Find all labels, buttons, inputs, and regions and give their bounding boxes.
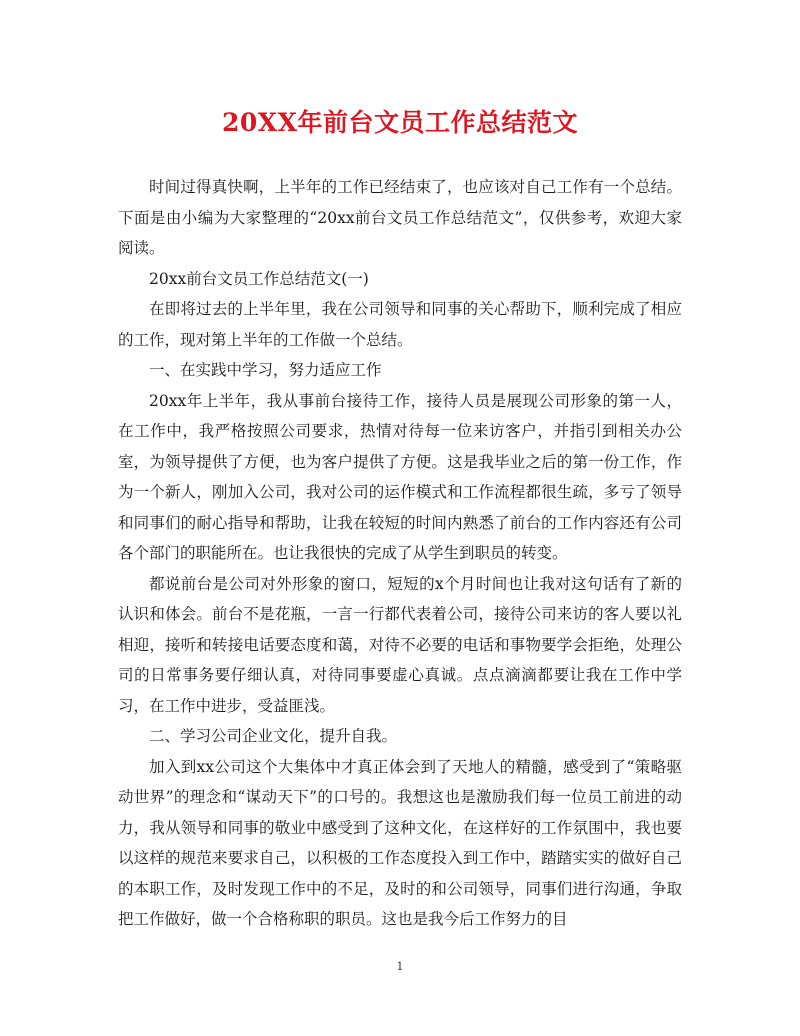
heading-part-one: 一、在实践中学习，努力适应工作 bbox=[149, 361, 382, 379]
paragraph-front-desk-image: 都说前台是公司对外形象的窗口，短短的x个月时间也让我对这句话有了新的认识和体会。前台不是花瓶，一言一行都代表着公司，接待公司来访的客人要以礼相迎，接听和转接电话要态度和蔼，对待不必要的电话和事物要学会拒绝，处理公司的日常事务要仔细认真，对待同事要虚心真诚。点点滴滴都要让我在工作中学习，在工作中进步，受益匪浅。 bbox=[118, 574, 682, 715]
heading-part-two: 二、学习公司企业文化，提升自我。 bbox=[149, 727, 398, 745]
paragraph-company-culture: 加入到xx公司这个大集体中才真正体会到了天地人的精髓，感受到了“策略驱动世界”的理念和“谋动天下”的口号的。我想这也是激励我们每一位员工前进的动力，我从领导和同事的敬业中感受到了这种文化，在这样好的工作氛围中，我也要以这样的规范来要求自己，以积极的工作态度投入到工作中，踏踏实实的做好自己的本职工作，及时发现工作中的不足，及时的和公司领导，同事们进行沟通，争取把工作做好，做一个合格称职的职员。这也是我今后工作努力的目 bbox=[118, 757, 682, 928]
paragraph-intro: 时间过得真快啊，上半年的工作已经结束了，也应该对自己工作有一个总结。下面是由小编为大家整理的“20xx前台文员工作总结范文”，仅供参考，欢迎大家阅读。 bbox=[118, 178, 682, 257]
document-title: 20XX年前台文员工作总结范文 bbox=[221, 108, 579, 137]
document-body bbox=[118, 172, 682, 935]
page-number: 1 bbox=[396, 960, 404, 973]
paragraph-reception-work: 20xx年上半年，我从事前台接待工作，接待人员是展现公司形象的第一人，在工作中，我严格按照公司要求，热情对待每一位来访客户，并指引到相关办公室，为领导提供了方便，也为客户提供了方便。这是我毕业之后的第一份工作，作为一个新人，刚加入公司，我对公司的运作模式和工作流程都很生疏，多亏了领导和同事们的耐心指导和帮助，让我在较短的时间内熟悉了前台的工作内容还有公司各个部门的职能所在。也让我很快的完成了从学生到职员的转变。 bbox=[118, 391, 682, 562]
paragraph-opening: 在即将过去的上半年里，我在公司领导和同事的关心帮助下，顺利完成了相应的工作，现对第上半年的工作做一个总结。 bbox=[118, 300, 682, 349]
section-heading-sample-one: 20xx前台文员工作总结范文(一) bbox=[149, 269, 369, 288]
